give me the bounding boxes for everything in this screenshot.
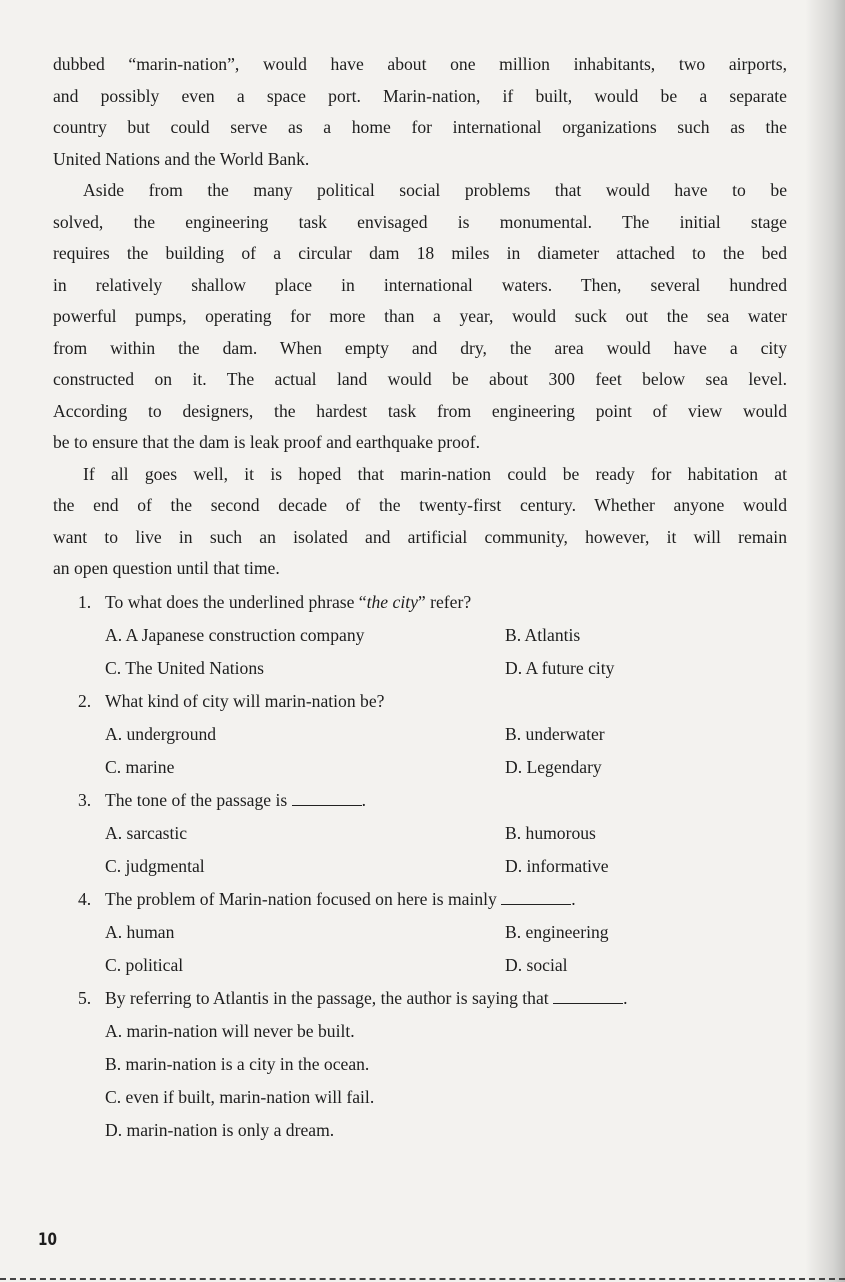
page-number: 10: [38, 1230, 57, 1250]
option-row: [105, 751, 790, 784]
answer-option[interactable]: A. sarcastic: [105, 823, 188, 843]
question-text-end: ” refer?: [417, 592, 472, 612]
question-number: 1.: [78, 592, 92, 612]
answer-blank: [292, 791, 362, 806]
question-text-end: .: [623, 988, 628, 1008]
passage-line: in relatively shallow place in international waters. Then, several hundred: [53, 274, 787, 295]
passage-line: If all goes well, it is hoped that marin-nation could be ready for habitation at: [83, 463, 787, 484]
passage-line: the end of the second decade of the twenty-first century. Whether anyone would: [53, 495, 787, 515]
answer-option[interactable]: A. underground: [105, 724, 217, 744]
answer-option[interactable]: B. humorous: [505, 823, 596, 843]
question-number: 5.: [78, 988, 92, 1008]
option-row: [105, 850, 790, 883]
question-stem: [78, 784, 790, 817]
answer-option[interactable]: D. A future city: [505, 658, 615, 678]
question-stem: [78, 586, 790, 619]
answer-option[interactable]: A. A Japanese construction company: [105, 625, 365, 645]
passage-line: Aside from the many political social problems that would have to be: [83, 180, 787, 200]
question-text: What kind of city will marin-nation be?: [105, 691, 385, 711]
answer-option[interactable]: A. marin-nation will never be built.: [105, 1021, 355, 1041]
answer-option[interactable]: D. Legendary: [505, 757, 602, 777]
comprehension-questions: [78, 586, 790, 1147]
question-number: 2.: [78, 691, 92, 711]
option-row: [105, 1015, 790, 1048]
question-italic-phrase: the city: [366, 592, 418, 612]
passage-line: want to live in such an isolated and artificial community, however, it will remain: [53, 526, 787, 547]
option-row: [105, 652, 790, 685]
question-text-end: .: [361, 790, 367, 810]
question-number: 4.: [78, 889, 92, 909]
passage-line: be to ensure that the dam is leak proof and earthquake proof.: [53, 432, 480, 452]
option-row: [105, 817, 790, 850]
passage-line: powerful pumps, operating for more than a year, would suck out the sea water: [53, 306, 787, 326]
answer-option[interactable]: B. marin-nation is a city in the ocean.: [105, 1054, 370, 1074]
passage-line: country but could serve as a home for international organizations such as the: [53, 117, 787, 137]
answer-blank: [553, 989, 623, 1004]
question-stem: [78, 685, 790, 718]
passage-line: from within the dam. When empty and dry, the area would have a city: [53, 337, 787, 358]
answer-blank: [501, 890, 571, 905]
question-text: The problem of Marin-nation focused on here is mainly: [105, 889, 502, 909]
question-stem: [78, 883, 790, 916]
passage-line: United Nations and the World Bank.: [53, 148, 310, 169]
answer-option[interactable]: C. political: [105, 955, 184, 975]
option-row: [105, 916, 790, 949]
passage-line: requires the building of a circular dam 18 miles in diameter attached to the bed: [53, 243, 787, 263]
passage-line: and possibly even a space port. Marin-nation, if built, would be a separate: [53, 85, 787, 106]
question-text: The tone of the passage is: [105, 790, 292, 810]
passage-line: dubbed “marin-nation”, would have about one million inhabitants, two airports,: [53, 54, 787, 74]
scan-border: [0, 1278, 845, 1280]
answer-option[interactable]: B. underwater: [505, 724, 605, 744]
passage-line: solved, the engineering task envisaged is monumental. The initial stage: [53, 211, 787, 232]
answer-option[interactable]: C. marine: [105, 757, 175, 777]
page-edge-shadow: [805, 0, 845, 1282]
answer-option[interactable]: A. human: [105, 922, 175, 942]
question-text-end: .: [571, 889, 576, 909]
option-row: [105, 1114, 790, 1147]
answer-option[interactable]: C. even if built, marin-nation will fail.: [105, 1087, 375, 1107]
answer-option[interactable]: D. marin-nation is only a dream.: [105, 1120, 335, 1140]
question-text: By referring to Atlantis in the passage, the author is saying that: [105, 988, 554, 1008]
option-row: [105, 619, 790, 652]
question-text: To what does the underlined phrase “: [105, 592, 367, 612]
question-number: 3.: [78, 790, 92, 810]
passage-line: constructed on it. The actual land would be about 300 feet below sea level.: [53, 369, 787, 389]
reading-passage: [53, 49, 787, 585]
answer-option[interactable]: D. informative: [505, 856, 609, 876]
question-stem: [78, 982, 790, 1015]
answer-option[interactable]: C. The United Nations: [105, 658, 264, 678]
passage-line: an open question until that time.: [53, 558, 280, 578]
option-row: [105, 949, 790, 982]
answer-option[interactable]: D. social: [505, 955, 568, 975]
answer-option[interactable]: B. Atlantis: [505, 625, 581, 645]
answer-option[interactable]: B. engineering: [505, 922, 609, 942]
option-row: [105, 718, 790, 751]
option-row: [105, 1081, 790, 1114]
option-row: [105, 1048, 790, 1081]
answer-option[interactable]: C. judgmental: [105, 856, 205, 876]
passage-line: According to designers, the hardest task from engineering point of view would: [53, 400, 787, 421]
